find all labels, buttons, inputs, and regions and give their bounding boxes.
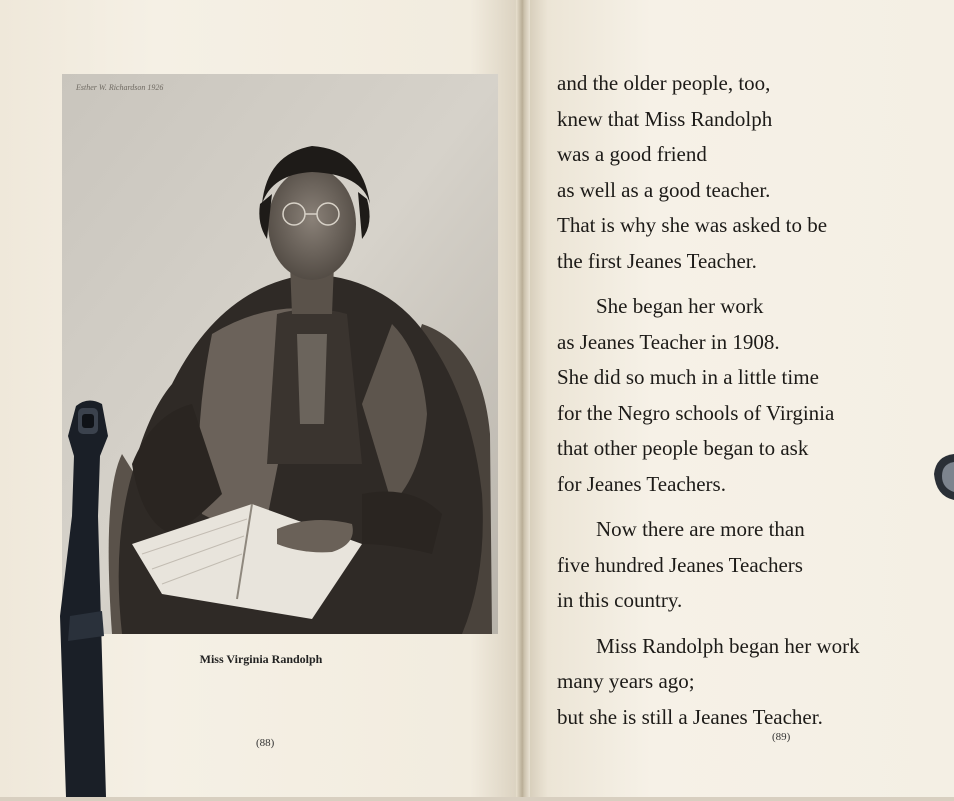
paragraph-1 xyxy=(557,66,947,279)
text-line: in this country. xyxy=(557,588,683,612)
text-line: but she is still a Jeanes Teacher. xyxy=(557,704,823,729)
text-line: many years ago; xyxy=(557,669,695,693)
text-line: the first Jeanes Teacher. xyxy=(557,248,757,273)
body-text xyxy=(557,66,947,735)
paragraph-4 xyxy=(557,629,947,736)
text-line: That is why she was asked to be xyxy=(557,213,828,237)
text-line: knew that Miss Randolph xyxy=(557,106,773,131)
portrait-illustration xyxy=(62,74,498,634)
text-line: Now there are more than xyxy=(596,517,805,541)
left-page-number: (88) xyxy=(256,737,275,749)
text-line: for the Negro schools of Virginia xyxy=(557,400,835,425)
text-line: was a good friend xyxy=(557,142,707,166)
text-line: as Jeanes Teacher in 1908. xyxy=(557,329,780,354)
text-line: She did so much in a little time xyxy=(557,365,819,389)
page-clip-icon xyxy=(58,396,118,797)
text-line: that other people began to ask xyxy=(557,436,809,460)
text-line: Miss Randolph began her work xyxy=(596,633,860,658)
page-clip-icon xyxy=(930,452,954,502)
text-line: She began her work xyxy=(596,294,764,318)
text-line: five hundred Jeanes Teachers xyxy=(557,552,803,577)
text-line: as well as a good teacher. xyxy=(557,177,771,202)
text-line: and the older people, too, xyxy=(557,71,771,95)
paragraph-3 xyxy=(557,512,947,619)
paragraph-2 xyxy=(557,289,947,502)
image-caption: Miss Virginia Randolph xyxy=(199,652,323,666)
artist-signature: Esther W. Richardson 1926 xyxy=(76,83,164,92)
book-gutter xyxy=(516,0,530,797)
right-page-number: (89) xyxy=(772,731,791,743)
text-line: for Jeanes Teachers. xyxy=(557,471,726,496)
